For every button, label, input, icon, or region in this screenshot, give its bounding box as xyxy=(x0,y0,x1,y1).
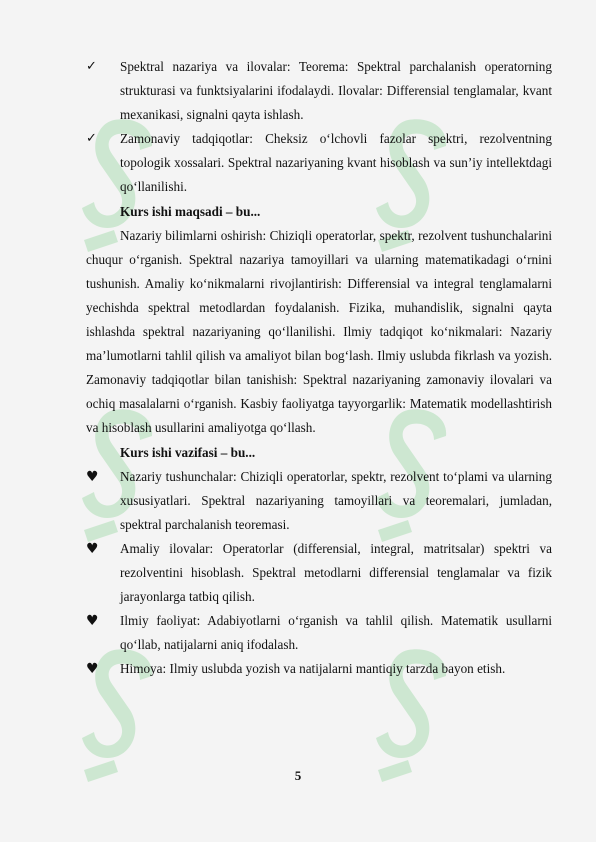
heart-icon: ♥ xyxy=(86,661,99,678)
list-item xyxy=(86,537,552,609)
list-item xyxy=(86,657,552,681)
heart-icon: ♥ xyxy=(86,613,99,630)
goal-heading: Kurs ishi maqsadi – bu... xyxy=(120,203,261,219)
checkmark-icon: ✓ xyxy=(86,131,97,147)
document-body xyxy=(86,55,552,681)
list-item xyxy=(86,465,552,537)
list-item xyxy=(86,127,552,199)
list-item-text: Amaliy ilovalar: Operatorlar (differensial, integral, matritsalar) spektri va rezolventini hisoblash. Spektral metodlarni differensial tenglamalar va fizik jarayonlarga tatbiq qilish. xyxy=(120,540,552,605)
checkmark-icon: ✓ xyxy=(86,59,97,74)
list-item-text: Nazariy tushunchalar: Chiziqli operatorlar, spektr, rezolvent to‘plami va ularning xususiyatlari. Spektral nazariyaning tamoyillari va teoremalari, jumladan, spektral parchalanish teoremasi. xyxy=(120,468,552,532)
heart-icon: ♥ xyxy=(86,540,99,557)
list-item-text: Ilmiy faoliyat: Adabiyotlarni o‘rganish va tahlil qilish. Matematik usullarni qo‘llab, natijalarni aniq ifodalash. xyxy=(120,613,552,653)
heart-icon: ♥ xyxy=(86,468,99,485)
task-heading: Kurs ishi vazifasi – bu... xyxy=(120,444,256,460)
list-item-text: Spektral nazariya va ilovalar: Teorema: Spektral parchalanish operatorning strukturasi va funktsiyalarini ifodalaydi. Ilovalar: Differensial tenglamalar, kvant mexanikasi, signalni qayta ishlash. xyxy=(120,59,552,123)
page-number: 5 xyxy=(294,768,302,783)
list-item-text: Zamonaviy tadqiqotlar: Cheksiz o‘lchovli fazolar spektri, rezolventning topologik xossalari. Spektral nazariyaning kvant hisoblash va sun’iy intellektdagi qo‘llanilishi. xyxy=(120,131,552,195)
list-item xyxy=(86,55,552,127)
list-item xyxy=(86,609,552,657)
list-item-text: Himoya: Ilmiy uslubda yozish va natijalarni mantiqiy tarzda bayon etish. xyxy=(120,661,506,677)
goal-paragraph: Nazariy bilimlarni oshirish: Chiziqli operatorlar, spektr, rezolvent tushunchalarini chuqur o‘rganish. Spektral nazariya tamoyillari va ularning matematikadagi o‘rnini tushunish. Amaliy ko‘nikmalarni rivojlantirish: Differensial va integral tenglamalarni yechishda spektral metodlardan foydalanish. Fizika, muhandislik, signalni qayta ishlashda spektral nazariyaning qo‘llanilishi. Ilmiy tadqiqot ko‘nikmalari: Nazariy ma’lumotlarni tahlil qilish va amaliyot bilan bog‘lash. Ilmiy uslubda fikrlash va yozish. Zamonaviy tadqiqotlar bilan tanishish: Spektral nazariyaning zamonaviy ilovalari va ochiq masalalarni o‘rganish. Kasbiy faoliyatga tayyorgarlik: Matematik modellashtirish va hisoblash usullarini amaliyotga qo‘llash. xyxy=(86,227,552,436)
